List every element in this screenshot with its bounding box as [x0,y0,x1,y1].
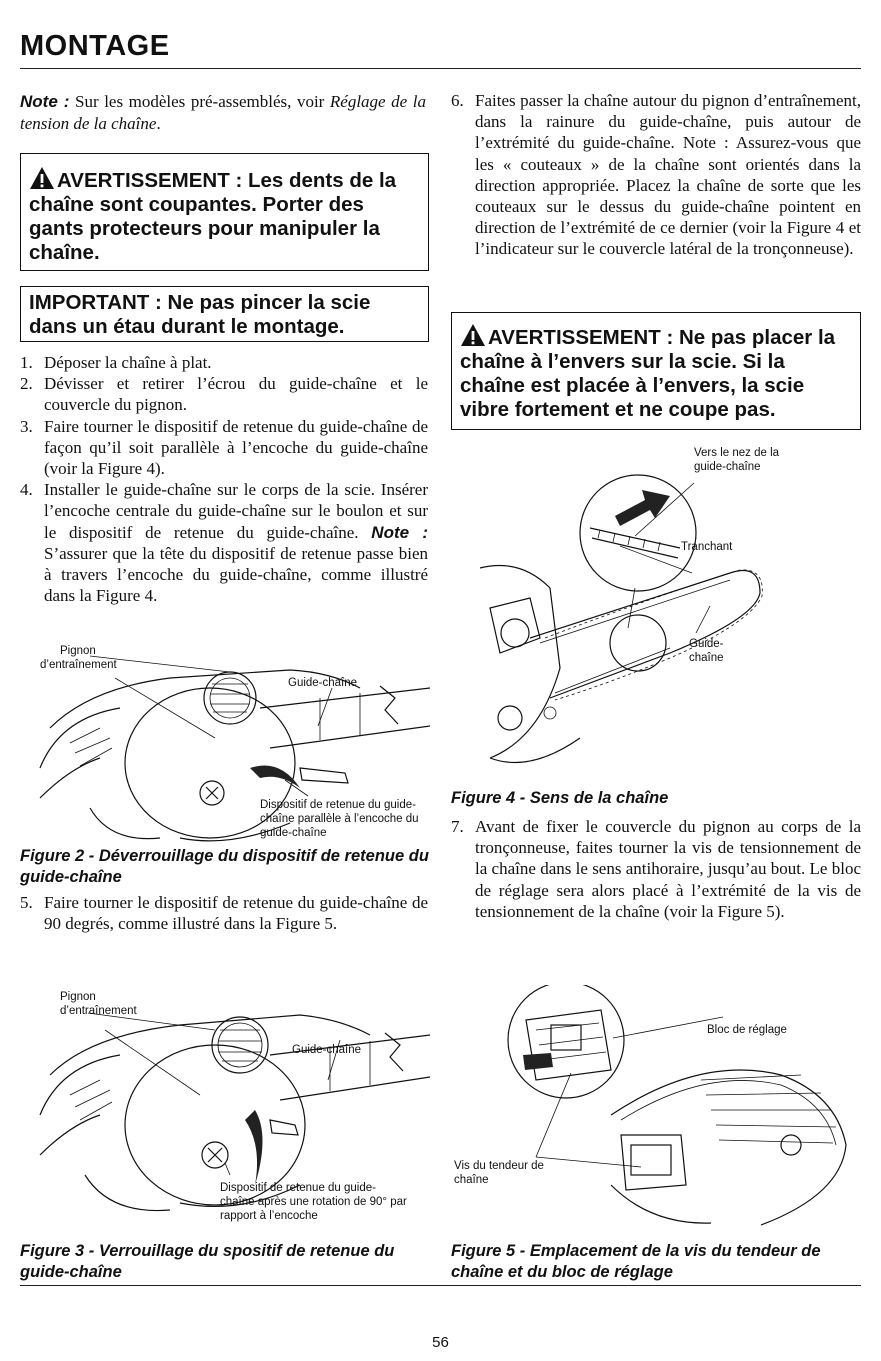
step-number: 7. [451,817,464,836]
fig4-label-guide: Guide-chaîne [689,638,724,664]
header-rule [20,68,861,69]
step-7 [451,816,861,922]
fig3-label-dispositif: Dispositif de retenue du guide-chaîne après une rotation de 90° par rapport à l’encoche [220,1182,407,1222]
figure-2-illustration [30,645,430,848]
note-text: Sur les modèles pré-assemblés, voir [69,92,330,111]
warning-triangle-icon [29,166,55,190]
step-4 [20,479,428,606]
step-number: 1. [20,353,33,372]
important-box-vise [20,286,429,342]
step-text: Faire tourner le dispositif de retenue du guide-chaîne de façon qu’il soit parallèle à l’encoche du guide-chaîne (voir la Figure 4). [44,416,428,479]
figure-5-illustration [451,985,861,1230]
fig3-label-entrainement: d’entraînement [60,1005,137,1017]
figure-4-illustration [470,438,870,780]
step-number: 6. [451,91,464,110]
page-title: MONTAGE [20,30,170,62]
warning-text-reverse: AVERTISSEMENT : Ne pas placer la chaîne à l’envers sur la scie. Si la chaîne est placée à l’envers, la scie vibre fortement et ne coupe pas. [460,326,836,421]
note-reference: Réglage de la tension de la chaîne [20,92,426,133]
step-number: 5. [20,893,33,912]
step-6 [451,90,861,260]
page-number: 56 [432,1334,449,1351]
step-note-label: Note : [371,522,428,542]
step-text: Avant de fixer le couvercle du pignon au corps de la tronçonneuse, faites tourner la vis de tensionnement de la chaîne dans le sens antihoraire, jusqu’au bout. Le bloc de réglage sera alors placé à l’extrémité de la vis de tensionnement de la chaîne (voir la Figure 5). [475,817,861,921]
fig3-label-guide: Guide-chaîne [292,1044,362,1056]
note-end: . [156,113,161,133]
step-number: 2. [20,374,33,394]
step-text: Installer le guide-chaîne sur le corps de la scie. Insérer l’encoche centrale du guide-chaîne sur le boulon et sur le dispositif de retenue du guide-chaîne. [44,480,428,542]
step-5-list [20,892,428,934]
note-label: Note : [20,92,70,111]
fig5-label-bloc: Bloc de réglage [707,1024,787,1036]
fig2-label-dispositif: Dispositif de retenue du guide-chaîne parallèle à l’encoche du guide-chaîne [260,799,419,839]
step-5 [20,892,428,934]
warning-box-reverse-chain [451,312,861,430]
step-2 [20,373,428,415]
step-number: 4. [20,480,33,500]
fig4-label-vers-nez: Vers le nez de la guide-chaîne [694,447,780,473]
figure-3-illustration [30,985,430,1225]
fig5-label-vis: Vis du tendeur de chaîne [454,1160,544,1186]
step-text: Faites passer la chaîne autour du pignon d’entraînement, dans la rainure du guide-chaîne, puis autour de l’extrémité du guide-chaîne. Note : Assurez-vous que les « couteaux » de la chaîne sont orientés dans la direction appropriée. Placez la chaîne de sorte que les couteaux sur le dessus du guide-chaîne pointent en direction de l’extrémité de ce dernier (voir la Figure 4 et l’indicateur sur le couvercle latéral de la tronçonneuse). [475,91,861,259]
figure-3-caption: Figure 3 - Verrouillage du spositif de retenue du guide-chaîne [20,1242,395,1281]
fig2-label-pignon: Pignon [60,645,96,657]
warning-text-teeth: AVERTISSEMENT : Les dents de la chaîne sont coupantes. Porter des gants protecteurs pour manipuler la chaîne. [29,169,397,264]
footer-rule [20,1285,861,1286]
warning-triangle-icon [460,323,486,347]
figure-5-caption: Figure 5 - Emplacement de la vis du tendeur de chaîne et du bloc de réglage [451,1242,821,1281]
fig2-label-guide: Guide-chaîne [288,677,358,689]
step-note-text: S’assurer que la tête du dispositif de retenue passe bien à travers l’encoche du guide-chaîne, comme illustré dans la Figure 4. [44,543,428,606]
step-7-list [451,816,861,922]
step-number: 3. [20,416,33,436]
fig2-label-entrainement: d’entraînement [40,659,117,671]
fig3-label-pignon: Pignon [60,991,96,1003]
note-paragraph [20,91,426,134]
warning-box-teeth [20,153,429,271]
fig4-label-tranchant: Tranchant [681,541,733,553]
step-text: Déposer la chaîne à plat. [44,353,212,372]
step-6-list [451,90,861,260]
step-1 [20,352,428,373]
step-3 [20,416,428,480]
step-text: Faire tourner le dispositif de retenue du guide-chaîne de 90 degrés, comme illustré dans la Figure 5. [44,893,428,934]
figure-2-caption: Figure 2 - Déverrouillage du dispositif de retenue du guide-chaîne [20,847,429,886]
important-text: IMPORTANT : Ne pas pincer la scie dans un étau durant le montage. [29,291,371,338]
step-text: Dévisser et retirer l’écrou du guide-chaîne et le couvercle du pignon. [44,374,428,415]
steps-list-left [20,352,428,606]
figure-4-caption: Figure 4 - Sens de la chaîne [451,789,669,807]
